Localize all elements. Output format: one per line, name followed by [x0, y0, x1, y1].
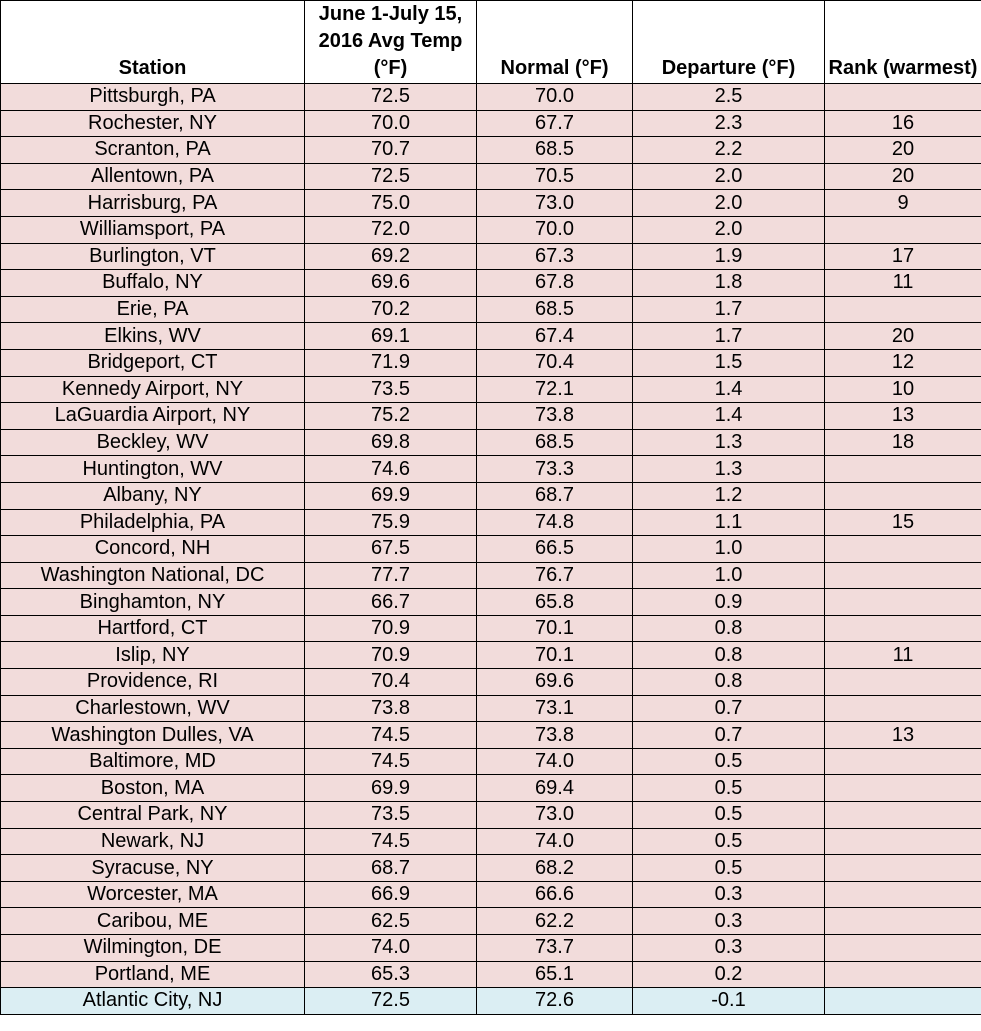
cell-normal: 72.1	[477, 376, 633, 403]
cell-rank: 20	[825, 163, 981, 190]
cell-normal: 68.5	[477, 137, 633, 164]
cell-avg-temp: 69.2	[305, 243, 477, 270]
table-row	[1, 216, 981, 243]
table-body	[1, 84, 981, 1015]
cell-avg-temp: 62.5	[305, 908, 477, 935]
cell-station: Baltimore, MD	[1, 748, 305, 775]
header-row	[1, 1, 981, 84]
cell-rank	[825, 748, 981, 775]
cell-normal: 74.0	[477, 828, 633, 855]
cell-rank: 18	[825, 429, 981, 456]
table-row	[1, 376, 981, 403]
cell-departure: 1.3	[633, 429, 825, 456]
cell-avg-temp: 66.7	[305, 589, 477, 616]
cell-departure: 1.9	[633, 243, 825, 270]
table-row	[1, 482, 981, 509]
header-avg-temp: June 1-July 15, 2016 Avg Temp (°F)	[305, 1, 477, 84]
table-row	[1, 615, 981, 642]
cell-station: Binghamton, NY	[1, 589, 305, 616]
cell-normal: 70.0	[477, 84, 633, 111]
cell-departure: 0.7	[633, 722, 825, 749]
cell-rank	[825, 855, 981, 882]
cell-avg-temp: 71.9	[305, 349, 477, 376]
cell-rank: 16	[825, 110, 981, 137]
table-row	[1, 988, 981, 1015]
cell-rank	[825, 456, 981, 483]
cell-station: Williamsport, PA	[1, 216, 305, 243]
cell-departure: 0.5	[633, 748, 825, 775]
cell-rank	[825, 615, 981, 642]
cell-avg-temp: 73.5	[305, 802, 477, 829]
cell-avg-temp: 67.5	[305, 536, 477, 563]
cell-rank	[825, 482, 981, 509]
cell-station: Albany, NY	[1, 482, 305, 509]
cell-station: Philadelphia, PA	[1, 509, 305, 536]
cell-departure: 0.8	[633, 669, 825, 696]
cell-normal: 68.5	[477, 429, 633, 456]
table-row	[1, 748, 981, 775]
table-row	[1, 775, 981, 802]
cell-avg-temp: 75.9	[305, 509, 477, 536]
table-row	[1, 669, 981, 696]
table-row	[1, 536, 981, 563]
table-row	[1, 961, 981, 988]
table-row	[1, 110, 981, 137]
cell-rank: 9	[825, 190, 981, 217]
table-row	[1, 589, 981, 616]
table-row	[1, 695, 981, 722]
cell-station: Central Park, NY	[1, 802, 305, 829]
cell-avg-temp: 69.8	[305, 429, 477, 456]
table-row	[1, 163, 981, 190]
cell-avg-temp: 70.4	[305, 669, 477, 696]
cell-avg-temp: 70.2	[305, 296, 477, 323]
table-row	[1, 429, 981, 456]
cell-normal: 72.6	[477, 988, 633, 1015]
cell-rank	[825, 775, 981, 802]
cell-avg-temp: 69.6	[305, 270, 477, 297]
cell-avg-temp: 74.0	[305, 935, 477, 962]
cell-station: Caribou, ME	[1, 908, 305, 935]
cell-avg-temp: 70.9	[305, 615, 477, 642]
cell-avg-temp: 72.5	[305, 84, 477, 111]
cell-normal: 67.8	[477, 270, 633, 297]
cell-rank: 20	[825, 137, 981, 164]
cell-departure: 1.8	[633, 270, 825, 297]
cell-departure: 2.0	[633, 163, 825, 190]
cell-rank: 11	[825, 270, 981, 297]
table-row	[1, 881, 981, 908]
table-row	[1, 137, 981, 164]
cell-rank	[825, 216, 981, 243]
table-row	[1, 855, 981, 882]
header-departure: Departure (°F)	[633, 1, 825, 84]
table-row	[1, 828, 981, 855]
cell-station: Charlestown, WV	[1, 695, 305, 722]
cell-normal: 74.0	[477, 748, 633, 775]
cell-station: Atlantic City, NJ	[1, 988, 305, 1015]
table-row	[1, 509, 981, 536]
table-row	[1, 296, 981, 323]
cell-normal: 69.4	[477, 775, 633, 802]
cell-departure: 0.5	[633, 828, 825, 855]
cell-departure: 1.7	[633, 323, 825, 350]
cell-departure: 2.0	[633, 216, 825, 243]
cell-normal: 73.8	[477, 722, 633, 749]
cell-rank: 20	[825, 323, 981, 350]
cell-station: Kennedy Airport, NY	[1, 376, 305, 403]
table-row	[1, 270, 981, 297]
cell-rank	[825, 695, 981, 722]
cell-departure: 0.8	[633, 642, 825, 669]
cell-avg-temp: 69.9	[305, 482, 477, 509]
cell-normal: 74.8	[477, 509, 633, 536]
cell-rank	[825, 908, 981, 935]
cell-station: Beckley, WV	[1, 429, 305, 456]
table-row	[1, 908, 981, 935]
cell-normal: 73.1	[477, 695, 633, 722]
cell-departure: 0.5	[633, 775, 825, 802]
cell-departure: 1.4	[633, 376, 825, 403]
cell-normal: 73.7	[477, 935, 633, 962]
cell-station: LaGuardia Airport, NY	[1, 403, 305, 430]
cell-rank	[825, 669, 981, 696]
cell-departure: 1.0	[633, 536, 825, 563]
cell-rank	[825, 84, 981, 111]
cell-station: Providence, RI	[1, 669, 305, 696]
cell-departure: 0.3	[633, 908, 825, 935]
cell-departure: 1.1	[633, 509, 825, 536]
cell-avg-temp: 73.5	[305, 376, 477, 403]
table-row	[1, 802, 981, 829]
cell-rank: 12	[825, 349, 981, 376]
cell-departure: 1.5	[633, 349, 825, 376]
cell-avg-temp: 65.3	[305, 961, 477, 988]
cell-normal: 68.7	[477, 482, 633, 509]
cell-avg-temp: 72.5	[305, 163, 477, 190]
cell-station: Portland, ME	[1, 961, 305, 988]
table-row	[1, 349, 981, 376]
cell-departure: 0.7	[633, 695, 825, 722]
cell-normal: 67.4	[477, 323, 633, 350]
cell-rank	[825, 961, 981, 988]
cell-station: Pittsburgh, PA	[1, 84, 305, 111]
cell-normal: 69.6	[477, 669, 633, 696]
cell-departure: 0.5	[633, 802, 825, 829]
cell-avg-temp: 72.5	[305, 988, 477, 1015]
header-rank: Rank (warmest)	[825, 1, 981, 84]
cell-rank: 17	[825, 243, 981, 270]
cell-normal: 68.2	[477, 855, 633, 882]
cell-normal: 66.5	[477, 536, 633, 563]
cell-station: Newark, NJ	[1, 828, 305, 855]
cell-rank	[825, 562, 981, 589]
cell-station: Buffalo, NY	[1, 270, 305, 297]
table-row	[1, 935, 981, 962]
cell-avg-temp: 74.5	[305, 722, 477, 749]
cell-rank	[825, 536, 981, 563]
cell-normal: 67.3	[477, 243, 633, 270]
table-row	[1, 243, 981, 270]
cell-avg-temp: 74.6	[305, 456, 477, 483]
cell-normal: 70.0	[477, 216, 633, 243]
cell-departure: 0.3	[633, 935, 825, 962]
cell-rank	[825, 935, 981, 962]
cell-rank: 15	[825, 509, 981, 536]
cell-departure: 1.3	[633, 456, 825, 483]
cell-avg-temp: 70.7	[305, 137, 477, 164]
cell-normal: 68.5	[477, 296, 633, 323]
cell-normal: 73.0	[477, 190, 633, 217]
cell-avg-temp: 69.1	[305, 323, 477, 350]
cell-station: Syracuse, NY	[1, 855, 305, 882]
table-row	[1, 84, 981, 111]
cell-station: Rochester, NY	[1, 110, 305, 137]
cell-departure: 1.4	[633, 403, 825, 430]
cell-normal: 65.1	[477, 961, 633, 988]
cell-avg-temp: 74.5	[305, 748, 477, 775]
cell-station: Hartford, CT	[1, 615, 305, 642]
cell-station: Wilmington, DE	[1, 935, 305, 962]
cell-avg-temp: 74.5	[305, 828, 477, 855]
cell-rank: 13	[825, 403, 981, 430]
cell-avg-temp: 75.2	[305, 403, 477, 430]
cell-station: Bridgeport, CT	[1, 349, 305, 376]
cell-normal: 67.7	[477, 110, 633, 137]
table-row	[1, 562, 981, 589]
cell-normal: 65.8	[477, 589, 633, 616]
cell-normal: 62.2	[477, 908, 633, 935]
cell-rank: 13	[825, 722, 981, 749]
cell-rank: 11	[825, 642, 981, 669]
cell-normal: 70.1	[477, 615, 633, 642]
cell-station: Washington Dulles, VA	[1, 722, 305, 749]
cell-station: Huntington, WV	[1, 456, 305, 483]
cell-rank	[825, 802, 981, 829]
cell-normal: 73.3	[477, 456, 633, 483]
cell-avg-temp: 72.0	[305, 216, 477, 243]
cell-normal: 73.8	[477, 403, 633, 430]
cell-normal: 70.4	[477, 349, 633, 376]
cell-station: Boston, MA	[1, 775, 305, 802]
cell-station: Concord, NH	[1, 536, 305, 563]
cell-rank	[825, 296, 981, 323]
cell-departure: 2.5	[633, 84, 825, 111]
cell-normal: 70.5	[477, 163, 633, 190]
cell-departure: 2.2	[633, 137, 825, 164]
table-row	[1, 722, 981, 749]
cell-station: Erie, PA	[1, 296, 305, 323]
cell-departure: -0.1	[633, 988, 825, 1015]
cell-departure: 0.2	[633, 961, 825, 988]
table-header	[1, 1, 981, 84]
cell-station: Elkins, WV	[1, 323, 305, 350]
table-row	[1, 456, 981, 483]
cell-station: Allentown, PA	[1, 163, 305, 190]
table-row	[1, 323, 981, 350]
cell-avg-temp: 70.9	[305, 642, 477, 669]
cell-station: Worcester, MA	[1, 881, 305, 908]
table-row	[1, 190, 981, 217]
cell-normal: 66.6	[477, 881, 633, 908]
cell-station: Harrisburg, PA	[1, 190, 305, 217]
cell-departure: 1.2	[633, 482, 825, 509]
cell-normal: 76.7	[477, 562, 633, 589]
cell-normal: 73.0	[477, 802, 633, 829]
cell-departure: 2.0	[633, 190, 825, 217]
cell-rank	[825, 881, 981, 908]
cell-avg-temp: 70.0	[305, 110, 477, 137]
cell-station: Washington National, DC	[1, 562, 305, 589]
table-row	[1, 403, 981, 430]
cell-avg-temp: 66.9	[305, 881, 477, 908]
cell-station: Scranton, PA	[1, 137, 305, 164]
cell-departure: 1.0	[633, 562, 825, 589]
cell-avg-temp: 69.9	[305, 775, 477, 802]
cell-departure: 0.8	[633, 615, 825, 642]
cell-avg-temp: 75.0	[305, 190, 477, 217]
cell-departure: 2.3	[633, 110, 825, 137]
cell-station: Islip, NY	[1, 642, 305, 669]
cell-departure: 0.5	[633, 855, 825, 882]
header-station: Station	[1, 1, 305, 84]
cell-station: Burlington, VT	[1, 243, 305, 270]
table-row	[1, 642, 981, 669]
cell-departure: 0.3	[633, 881, 825, 908]
cell-rank	[825, 988, 981, 1015]
cell-rank	[825, 589, 981, 616]
cell-rank	[825, 828, 981, 855]
header-normal: Normal (°F)	[477, 1, 633, 84]
cell-departure: 1.7	[633, 296, 825, 323]
cell-departure: 0.9	[633, 589, 825, 616]
cell-avg-temp: 73.8	[305, 695, 477, 722]
cell-avg-temp: 68.7	[305, 855, 477, 882]
cell-rank: 10	[825, 376, 981, 403]
cell-avg-temp: 77.7	[305, 562, 477, 589]
cell-normal: 70.1	[477, 642, 633, 669]
